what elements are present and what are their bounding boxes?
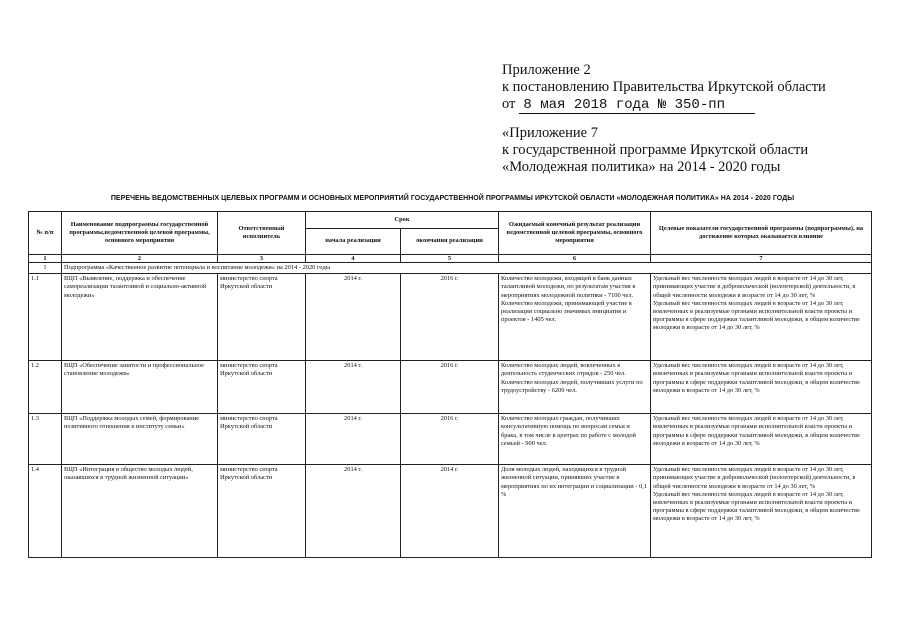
row-num: 1.4 bbox=[29, 465, 62, 558]
table-row bbox=[29, 274, 872, 361]
table-row bbox=[29, 465, 872, 558]
appendix-date-line bbox=[502, 96, 755, 114]
row-result: Доля молодых людей, находящихся в трудной жизненной ситуации, принявших участие в мероприятиях по их интеграции и социализации - 0,1 % bbox=[499, 465, 651, 558]
row-start: 2014 г. bbox=[306, 361, 401, 414]
appendix-label: Приложение 2 bbox=[502, 62, 591, 78]
row-num: 1.2 bbox=[29, 361, 62, 414]
document-title: ПЕРЕЧЕНЬ ВЕДОМСТВЕННЫХ ЦЕЛЕВЫХ ПРОГРАММ И ОСНОВНЫХ МЕРОПРИЯТИЙ ГОСУДАРСТВЕННОЙ ПРОГРАММЫ ИРКУТСКОЙ ОБЛАСТИ «МОЛОДЕЖНАЯ ПОЛИТИКА» НА 2014 - 2020 ГОДЫ bbox=[110, 195, 795, 202]
annex-program: к государственной программе Иркутской области bbox=[502, 142, 809, 158]
date-prefix: от bbox=[502, 96, 516, 112]
header-term: Срок bbox=[306, 212, 499, 229]
table-row bbox=[29, 414, 872, 465]
row-name: ВЦП «Поддержка молодых семей, формирование позитивного отношения к институту семьи» bbox=[62, 414, 218, 465]
row-responsible: министерство спорта Иркутской области bbox=[218, 414, 306, 465]
annex-program-name: «Молодежная политика» на 2014 - 2020 годы bbox=[502, 159, 781, 175]
row-end: 2014 г. bbox=[401, 465, 499, 558]
row-start: 2014 г. bbox=[306, 414, 401, 465]
header-num: № п/п bbox=[29, 212, 62, 255]
header-indicators: Целевые показатели государственной программы (подпрограммы), на достижение которых оказывается влияние bbox=[651, 212, 872, 255]
row-indicators: Удельный вес численности молодых людей в возрасте от 14 до 30 лет, принимающих участие в добровольческой (волонтерской) деятельности, в общей численности молодежи в возрасте от 14 до 30 лет, % Удельный вес численности молодых людей в возрасте от 14 до 30 лет, вовлеченных в реализуемые органами исполнительной власти проекты и программы в сфере поддержки талантливой молодежи, в общем количестве молодежи в возрасте от 14 до 30 лет, % bbox=[651, 274, 872, 361]
column-number: 4 bbox=[306, 255, 401, 263]
column-number: 7 bbox=[651, 255, 872, 263]
row-num: 1.1 bbox=[29, 274, 62, 361]
row-result: Количество молодежи, входящей в банк данных талантливой молодежи, по результатам участия в мероприятиях молодежной политики - 7100 чел. Количество молодежи, принимающей участие в реализации социально значимых инициатив и проектов - 1405 чел. bbox=[499, 274, 651, 361]
row-indicators: Удельный вес численности молодых людей в возрасте от 14 до 30 лет, вовлеченных в реализуемые органами исполнительной власти проекты и программы в сфере поддержки талантливой молодежи, в общем количестве молодежи в возрасте от 14 до 30 лет, % bbox=[651, 361, 872, 414]
header-start: начала реализации bbox=[306, 229, 401, 255]
column-number: 2 bbox=[62, 255, 218, 263]
row-indicators: Удельный вес численности молодых людей в возрасте от 14 до 30 лет, принимающих участие в добровольческой (волонтерской) деятельности, в общей численности молодежи в возрасте от 14 до 30 лет, % Удельный вес численности молодых людей в возрасте от 14 до 30 лет, вовлеченных в реализуемые органами исполнительной власти проекты и программы в сфере поддержки талантливой молодежи, в общем количестве молодежи в возрасте от 14 до 30 лет, % bbox=[651, 465, 872, 558]
row-name: ВЦП «Выявление, поддержка и обеспечение самореализации талантливой и социально-активной молодежи» bbox=[62, 274, 218, 361]
header-name: Наименование подпрограммы государственной программы,ведомственной целевой программы, основного мероприятия bbox=[62, 212, 218, 255]
row-start: 2014 г. bbox=[306, 274, 401, 361]
column-number: 3 bbox=[218, 255, 306, 263]
section-num: 1 bbox=[29, 263, 62, 274]
row-name: ВЦП «Интеграция в общество молодых людей, оказавшихся в трудной жизненной ситуации» bbox=[62, 465, 218, 558]
header-result: Ожидаемый конечный результат реализации ведомственной целевой программы, основного мероприятия bbox=[499, 212, 651, 255]
appendix-decree: к постановлению Правительства Иркутской области bbox=[502, 79, 826, 95]
row-end: 2016 г. bbox=[401, 361, 499, 414]
row-responsible: министерство спорта Иркутской области bbox=[218, 361, 306, 414]
header-end: окончания реализации bbox=[401, 229, 499, 255]
header-responsible: Ответственный исполнитель bbox=[218, 212, 306, 255]
row-end: 2016 г. bbox=[401, 274, 499, 361]
row-responsible: министерство спорта Иркутской области bbox=[218, 465, 306, 558]
row-result: Количество молодых граждан, получивших консультативную помощь по вопросам семьи и брака, в том числе в центрах по работе с молодой семьей - 900 чел. bbox=[499, 414, 651, 465]
row-num: 1.3 bbox=[29, 414, 62, 465]
decree-date: 8 мая 2018 года № 350-пп bbox=[519, 98, 755, 114]
row-name: ВЦП «Обеспечение занятости и профессиональное становление молодежи» bbox=[62, 361, 218, 414]
row-end: 2016 г. bbox=[401, 414, 499, 465]
programs-table bbox=[28, 211, 872, 558]
row-start: 2014 г. bbox=[306, 465, 401, 558]
section-row bbox=[29, 263, 872, 274]
column-number: 5 bbox=[401, 255, 499, 263]
annex-label: «Приложение 7 bbox=[502, 125, 598, 141]
row-indicators: Удельный вес численности молодых людей в возрасте от 14 до 30 лет, вовлеченных в реализуемые органами исполнительной власти проекты и программы в сфере поддержки талантливой молодежи, в общем количестве молодежи в возрасте от 14 до 30 лет, % bbox=[651, 414, 872, 465]
table-row bbox=[29, 361, 872, 414]
section-title: Подпрограмма «Качественное развитие потенциала и воспитание молодежи» на 2014 - 2020 годы bbox=[62, 263, 872, 274]
row-responsible: министерство спорта Иркутской области bbox=[218, 274, 306, 361]
column-number: 6 bbox=[499, 255, 651, 263]
row-result: Количество молодых людей, вовлеченных в деятельность студенческих отрядов - 250 чел. Количество молодых людей, получивших услуги по трудоустройству - 6209 чел. bbox=[499, 361, 651, 414]
column-number: 1 bbox=[29, 255, 62, 263]
